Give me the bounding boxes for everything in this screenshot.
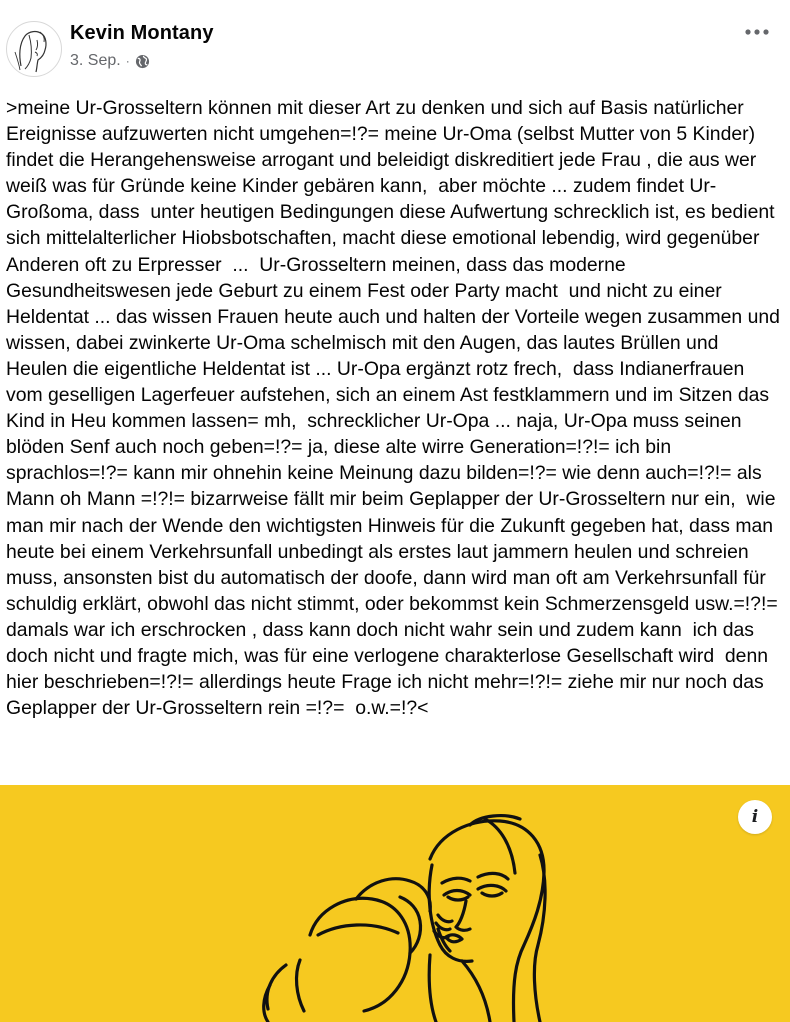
avatar-sketch [7,22,61,76]
post-meta [70,51,150,71]
author-name[interactable]: Kevin Montany [70,22,214,44]
info-button[interactable]: i [738,800,772,834]
post-body-text: >meine Ur-Grosseltern können mit dieser Art zu denken und sich auf Basis natürlicher Ereignisse aufzuwerten nicht umgehen=!?= meine Ur-Oma (selbst Mutter von 5 Kinder) findet die Herangehensweise arrogant und beleidigt diskreditiert jede Frau , die aus wer weiß was für Gründe keine Kinder gebären kann, aber möchte ... zudem findet Ur-Großoma, dass unter heutigen Bedingungen diese Aufwertung schrecklich ist, es bedient sich mittelalterlicher Hiobsbotschaften, macht diese emotional lebendig, wird gegenüber Anderen oft zu Erpresser ... Ur-Grosseltern meinen, dass das moderne Gesundheitswesen jede Geburt zu einem Fest oder Party macht und nicht zu einer Heldentat ... das wissen Frauen heute auch und halten der Vorteile wegen zusammen und wissen, dabei zwinkerte Ur-Oma schelmisch mit den Augen, das lautes Brüllen und Heulen die eigentliche Heldentat ist ... Ur-Opa ergänzt rotz frech, dass Indianerfrauen vom geselligen Lagerfeuer aufstehen, sich an einem Ast festklammern und im Sitzen das Kind in Heu kommen lassen= mh, schrecklicher Ur-Opa ... naja, Ur-Opa muss seinen blöden Senf auch noch geben=!?= ja, diese alte wirre Generation=!?!= ich bin sprachlos=!?= kann mir ohnehin keine Meinung dazu bilden=!?= wie denn auch=!?!= als Mann oh Mann =!?!= bizarrweise fällt mir beim Geplapper der Ur-Grosseltern nur ein, wie man mir nach der Wende den wichtigsten Hinweis für die Zukunft gegeben hat, dass man heute bei einem Verkehrsunfall unbedingt als erstes laut jammern heulen und schreien muss, ansonsten bist du automatisch der doofe, dann wird man oft am Verkehrsunfall für schuldig erklärt, obwohl das nicht stimmt, oder bekommst kein Schmerzensgeld usw.=!?!= damals war ich erschrocken , dass kann doch nicht wahr sein und zudem kann ich das doch nicht und fragte mich, was für eine verlogene charakterlose Gesellschaft wird denn hier beschrieben=!?!= allerdings heute Frage ich nicht mehr=!?!= ziehe mir nur noch das Geplapper der Ur-Grosseltern rein =!?= o.w.=!?< [6,97,786,720]
globe-icon[interactable] [135,54,150,69]
post-header [0,0,790,90]
post-image[interactable] [0,785,790,1022]
meta-separator: · [125,54,130,68]
post-date[interactable]: 3. Sep. [70,52,121,69]
line-drawing-illustration [0,785,790,1022]
more-options-icon [745,29,769,35]
more-options-button[interactable] [740,20,774,44]
avatar[interactable] [6,21,62,77]
